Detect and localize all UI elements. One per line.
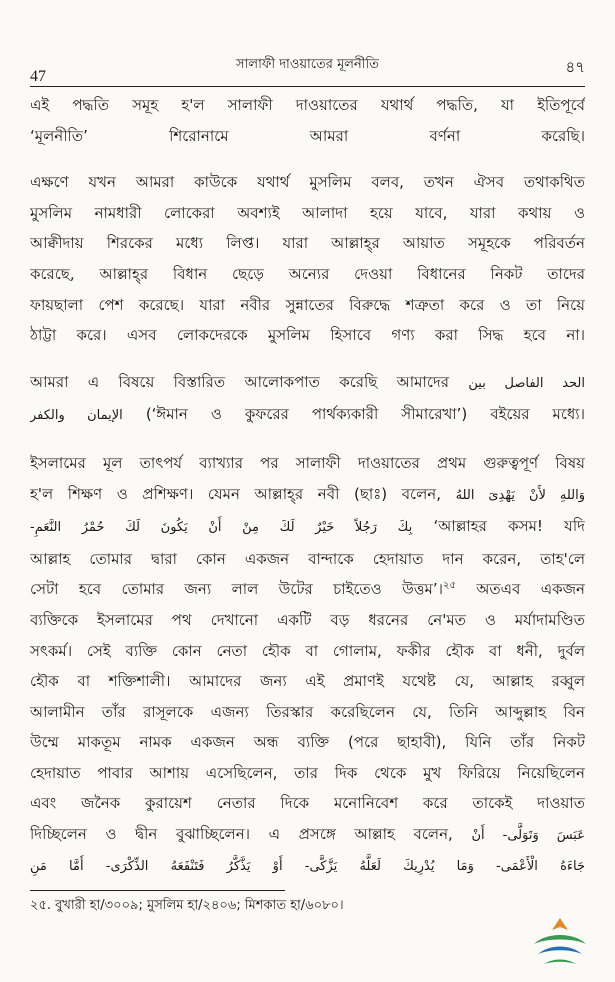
text-line: [30, 367, 585, 400]
footnote-rule: [30, 890, 285, 891]
text-line: [30, 399, 585, 432]
header-rule: [30, 86, 585, 87]
text-line: [30, 574, 585, 605]
body-text: [30, 90, 585, 898]
text-line: ‘মূলনীতি’ শিরোনামে আমরা বর্ণনা করেছি।: [30, 126, 585, 145]
arabic-text: عَبَسَ وَتَوَلَّى- أَنْ: [471, 828, 585, 844]
paragraph-2: [30, 167, 585, 351]
text-line: করেছে, আল্লাহ্‌র বিধান ছেড়ে অন্যের দেওয়া বিধানের নিকট তাদের: [30, 264, 585, 283]
text-segment: অতএব একজন: [455, 580, 585, 599]
text-segment: আমরা এ বিষয়ে বিস্তারিত আলোকপাত করেছি আমাদের: [30, 372, 450, 391]
text-line: এই পদ্ধতি সমূহ হ'ল সালাফী দাওয়াতের যথার্থ পদ্ধতি, যা ইতিপূর্বে: [30, 96, 585, 114]
text-line: ব্যক্তিকে ইসলামের পথ দেখানো একটি বড় ধরনের নে'মত ও মর্যাদামণ্ডিত: [30, 610, 585, 629]
text-line: হৌক বা শক্তিশালী। আমাদের জন্য এই প্রমাণই যথেষ্ট যে, আল্লাহ রব্বুল: [30, 672, 585, 691]
text-segment: ‘আল্লাহর কসম! যদি: [433, 517, 585, 536]
text-line: আলামীন তাঁর রাসূলকে এজন্য তিরস্কার করেছিলেন যে, তিনি আব্দুল্লাহ বিন: [30, 702, 585, 721]
text-segment: হ'ল শিক্ষণ ও প্রশিক্ষণ। যেমন আল্লাহ্‌র নবী (ছাঃ) বলেন,: [30, 484, 441, 503]
text-line: মুসলিম নামধারী লোকেরা অবশ্যই আলাদা হয়ে যাবে, যারা কথায় ও: [30, 203, 585, 222]
text-line: হেদায়াত পাবার আশায় এসেছিলেন, তার দিক থেকে মুখ ফিরিয়ে নিয়েছিলেন: [30, 763, 585, 782]
arabic-text: وَاللهِ لأَنْ يَهْدِىَ اللهُ: [455, 487, 585, 503]
page-number-right: ৪৭: [565, 58, 585, 76]
text-line: [30, 819, 585, 852]
page-header: [26, 34, 589, 85]
arabic-line: جَاءَهُ الْأَعْمَى- وَمَا يُدْرِيكَ لَعَلَّهُ يَزَّكَّى- أَوْ يَذَّكَّرُ فَتَنْفَعَهُ الذِّكْرَى- أَمَّا مَنِ: [30, 858, 585, 874]
paragraph-4: [30, 448, 585, 882]
arabic-text: الإيمان والكفر: [30, 408, 123, 424]
text-line: উম্মে মাকতূম নামক একজন অন্ধ ব্যক্তি (পরে ছাহাবী), যিনি তাঁর নিকট: [30, 733, 585, 752]
arabic-text: بِكَ رَجُلاً خَيْرٌ لَكَ مِنْ أَنْ يَكُونَ لَكَ حُمْرُ النَّعَمِ-: [30, 520, 413, 536]
text-line: ফায়ছালা পেশ করেছে। যারা নবীর সুন্নাতের বিরুদ্ধে শত্রুতা করে ও তা নিয়ে: [30, 295, 585, 314]
text-line: [30, 511, 585, 544]
footnote-reference[interactable]: ২৫: [442, 580, 456, 592]
arabic-text: الحد الفاصل بين: [468, 375, 585, 391]
publisher-logo-icon: [528, 914, 592, 972]
page-number-left: 47: [30, 68, 46, 85]
text-line: সৎকর্ম। সেই ব্যক্তি কোন নেতা হৌক বা গোলাম, ফকীর হৌক বা ধনী, দুর্বল: [30, 641, 585, 660]
footnote: ২৫. বুখারী হা/৩০০৯; মুসলিম হা/২৪০৬; মিশকাত হা/৬০৮০।: [30, 898, 344, 913]
text-segment: (‘ঈমান ও কুফরের পার্থক্যকারী সীমারেখা’) বইয়ের মধ্যে।: [145, 405, 585, 424]
text-segment: সেটা হবে তোমার জন্য লাল উটের চাইতেও উত্তম’।: [30, 580, 443, 599]
text-line: আল্লাহ তোমার দ্বারা কোন একজন বান্দাকে হেদায়াত দান করেন, তাহ'লে: [30, 549, 585, 568]
text-line: ইসলামের মূল তাৎপর্য ব্যাখ্যার পর সালাফী দাওয়াতের প্রথম গুরুত্বপূর্ণ বিষয়: [30, 453, 585, 472]
paragraph-1: [30, 90, 585, 151]
text-line: এক্ষণে যখন আমরা কাউকে যথার্থ মুসলিম বলব, তখন ঐসব তথাকথিত: [30, 173, 585, 192]
text-line: আক্বীদায় শিরকের মধ্যে লিপ্ত। যারা আল্লাহ্‌র আয়াত সমূহকে পরিবর্তন: [30, 234, 585, 253]
text-line: [30, 479, 585, 512]
text-line: ঠাট্টা করে। এসব লোকদেরকে মুসলিম হিসাবে গণ্য করা সিদ্ধ হবে না।: [30, 326, 585, 345]
paragraph-3: [30, 367, 585, 432]
text-segment: দিচ্ছিলেন ও দ্বীন বুঝাচ্ছিলেন। এ প্রসঙ্গে আল্লাহ বলেন,: [30, 825, 453, 844]
text-line: এবং জনৈক কুরায়েশ নেতার দিকে মনোনিবেশ করে তাকেই দাওয়াত: [30, 794, 585, 813]
running-title: সালাফী দাওয়াতের মূলনীতি: [236, 57, 379, 72]
